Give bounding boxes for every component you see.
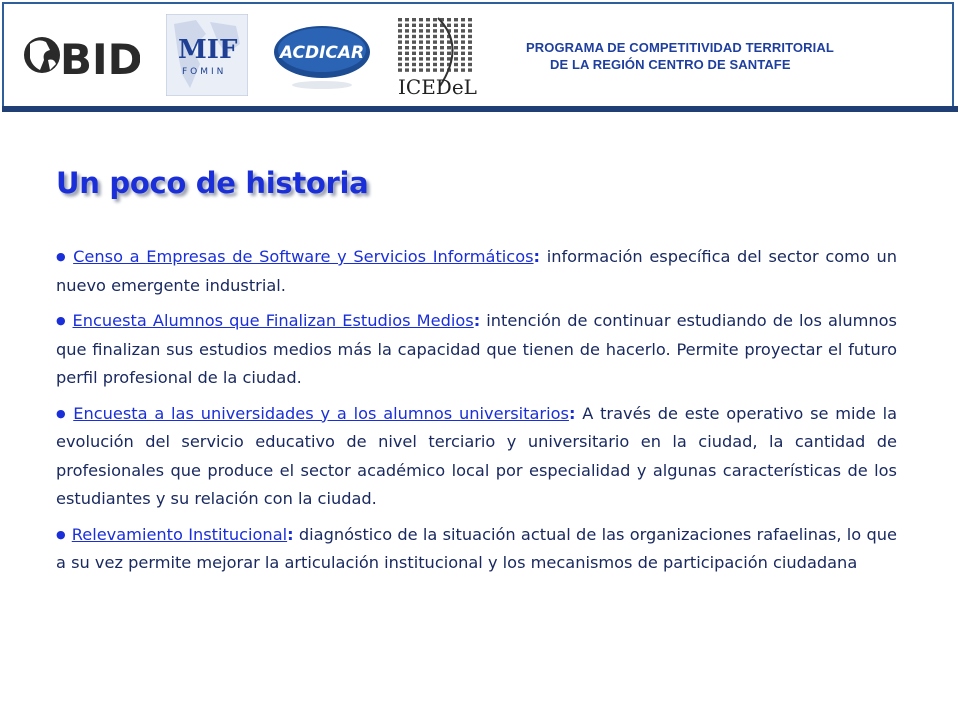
logo-dot: [447, 24, 451, 27]
logo-dot: [405, 18, 409, 21]
item-text: diagnóstico de la situación actual de las organizaciones rafaelinas, lo que a su vez permite mejorar la articulación institucional y los mecanismos de participación ciudadana: [56, 524, 897, 572]
logo-dot: [405, 29, 409, 32]
logo-dot: [405, 52, 409, 55]
logo-dot: [412, 24, 416, 27]
logo-dot: [419, 29, 423, 32]
logo-dot: [405, 63, 409, 66]
item-colon: :: [533, 247, 541, 266]
item-term: Relevamiento Institucional: [71, 524, 288, 544]
logo-dot: [412, 40, 416, 43]
logo-dot: [398, 46, 402, 49]
logo-dot: [447, 52, 451, 55]
item-colon: :: [568, 403, 576, 423]
logo-dot: [433, 35, 437, 38]
logo-dot: [419, 18, 423, 21]
logo-dot: [454, 40, 458, 43]
logo-dot: [419, 57, 423, 60]
logo-dot: [405, 40, 409, 43]
logo-dot: [454, 57, 458, 60]
list-item: [56, 243, 897, 300]
logo-dot: [412, 63, 416, 66]
logo-dot: [398, 57, 402, 60]
logo-dot: [426, 35, 430, 38]
mif-fomin-logo: [166, 14, 248, 96]
logo-dot: [440, 40, 444, 43]
logo-dot: [419, 52, 423, 55]
item-term: Encuesta a las universidades y a los alumnos universitarios: [73, 403, 569, 423]
logo-dot: [461, 68, 465, 71]
logo-dot: [405, 24, 409, 27]
logo-dot: [468, 40, 472, 43]
logo-dot: [419, 63, 423, 66]
logo-dot: [461, 24, 465, 27]
logo-dot: [433, 40, 437, 43]
logo-dot: [412, 46, 416, 49]
page-title: Un poco de historia: [56, 166, 369, 200]
logo-dot: [405, 46, 409, 49]
history-list: [56, 243, 897, 585]
item-colon: :: [473, 311, 481, 330]
logo-dot: [440, 29, 444, 32]
logo-dot: [419, 24, 423, 27]
header-divider: [2, 106, 958, 112]
logo-dot: [426, 40, 430, 43]
logo-dot: [454, 35, 458, 38]
logo-dot: [454, 18, 458, 21]
fomin-logo-text: FOMIN: [182, 67, 227, 77]
logo-dot: [461, 18, 465, 21]
logo-dot: [447, 57, 451, 60]
logo-dot: [405, 57, 409, 60]
logo-dot: [461, 57, 465, 60]
logo-dot: [419, 40, 423, 43]
bullet-icon: ●: [56, 527, 66, 541]
logo-dot: [419, 35, 423, 38]
logo-dot: [454, 52, 458, 55]
item-text: información específica del sector como un nuevo emergente industrial.: [56, 247, 897, 295]
logo-dot: [398, 63, 402, 66]
list-item: [56, 521, 897, 578]
logo-dot: [461, 46, 465, 49]
logo-dot: [412, 57, 416, 60]
item-term: Encuesta Alumnos que Finalizan Estudios Medios: [72, 311, 474, 330]
logo-dot: [447, 46, 451, 49]
logo-dot: [454, 46, 458, 49]
logo-dot: [398, 52, 402, 55]
logo-dot: [433, 57, 437, 60]
logo-dot: [398, 24, 402, 27]
logo-dot: [426, 68, 430, 71]
logo-dot: [433, 52, 437, 55]
logo-dot: [454, 68, 458, 71]
program-line-1: PROGRAMA DE COMPETITIVIDAD TERRITORIAL: [526, 40, 834, 55]
logo-dot: [412, 29, 416, 32]
logo-dot: [426, 24, 430, 27]
bullet-icon: ●: [56, 406, 68, 420]
logo-dot: [412, 35, 416, 38]
logo-dot: [398, 68, 402, 71]
logo-dot: [398, 29, 402, 32]
logo-dot: [433, 63, 437, 66]
logo-dot: [433, 68, 437, 71]
logo-dot: [419, 68, 423, 71]
logo-dot: [454, 29, 458, 32]
logo-dot: [461, 29, 465, 32]
logo-dot: [461, 52, 465, 55]
logo-dot: [440, 57, 444, 60]
logo-dot: [433, 24, 437, 27]
logo-dot: [433, 46, 437, 49]
item-colon: :: [287, 524, 294, 544]
logo-dot: [468, 57, 472, 60]
logo-dot: [454, 24, 458, 27]
icedel-logo-text: ICEDeL: [398, 75, 477, 99]
logo-dot: [468, 63, 472, 66]
program-line-2: DE LA REGIÓN CENTRO DE SANTAFE: [550, 57, 791, 72]
acdicar-logo-text: ACDICAR: [279, 43, 365, 63]
logo-dot: [426, 52, 430, 55]
logo-dot: [398, 35, 402, 38]
logo-dot: [405, 68, 409, 71]
logo-dot: [426, 63, 430, 66]
bid-logo-text: BID: [60, 35, 140, 80]
item-text: intención de continuar estudiando de los alumnos que finalizan sus estudios medios más la capacidad que tienen de hacerlo. Permite proyectar el futuro perfil profesional de la ciudad.: [56, 311, 897, 387]
logo-dot: [440, 63, 444, 66]
logo-dot: [468, 52, 472, 55]
mif-logo-text: MIF: [178, 35, 238, 65]
logo-dot: [468, 29, 472, 32]
bid-logo: [20, 30, 140, 80]
logo-dot: [468, 18, 472, 21]
item-term: Censo a Empresas de Software y Servicios Informáticos: [73, 247, 534, 266]
logo-dot: [447, 40, 451, 43]
logo-dot: [461, 63, 465, 66]
logo-dot: [426, 46, 430, 49]
logo-dot: [454, 63, 458, 66]
logo-dot: [461, 35, 465, 38]
bullet-icon: ●: [56, 314, 67, 327]
acdicar-logo: [272, 22, 372, 92]
logo-dot: [426, 29, 430, 32]
icedel-logo: [394, 16, 486, 100]
logo-dot: [412, 18, 416, 21]
logo-dot: [468, 68, 472, 71]
logo-dot: [440, 68, 444, 71]
logo-dot: [433, 18, 437, 21]
logo-dot: [426, 18, 430, 21]
list-item: [56, 307, 897, 393]
logo-dot: [468, 24, 472, 27]
logo-dot: [440, 52, 444, 55]
logo-dot: [461, 40, 465, 43]
logo-dot: [468, 46, 472, 49]
logo-dot: [398, 18, 402, 21]
logo-dot: [433, 29, 437, 32]
logo-dot: [412, 68, 416, 71]
logo-dot: [412, 52, 416, 55]
logo-dot: [440, 35, 444, 38]
bullet-icon: ●: [56, 250, 68, 263]
logo-dot: [405, 35, 409, 38]
list-item: [56, 400, 897, 514]
item-text: A través de este operativo se mide la evolución del servicio educativo de nivel terciario y universitario en la ciudad, la cantidad de profesionales que produce el sector académico local por especialidad y algunas características de los estudiantes y su relación con la ciudad.: [56, 403, 897, 508]
logo-dot: [447, 18, 451, 21]
logo-dot: [419, 46, 423, 49]
logo-dot: [468, 35, 472, 38]
logo-dot: [398, 40, 402, 43]
logo-dot: [426, 57, 430, 60]
logo-dot: [440, 46, 444, 49]
